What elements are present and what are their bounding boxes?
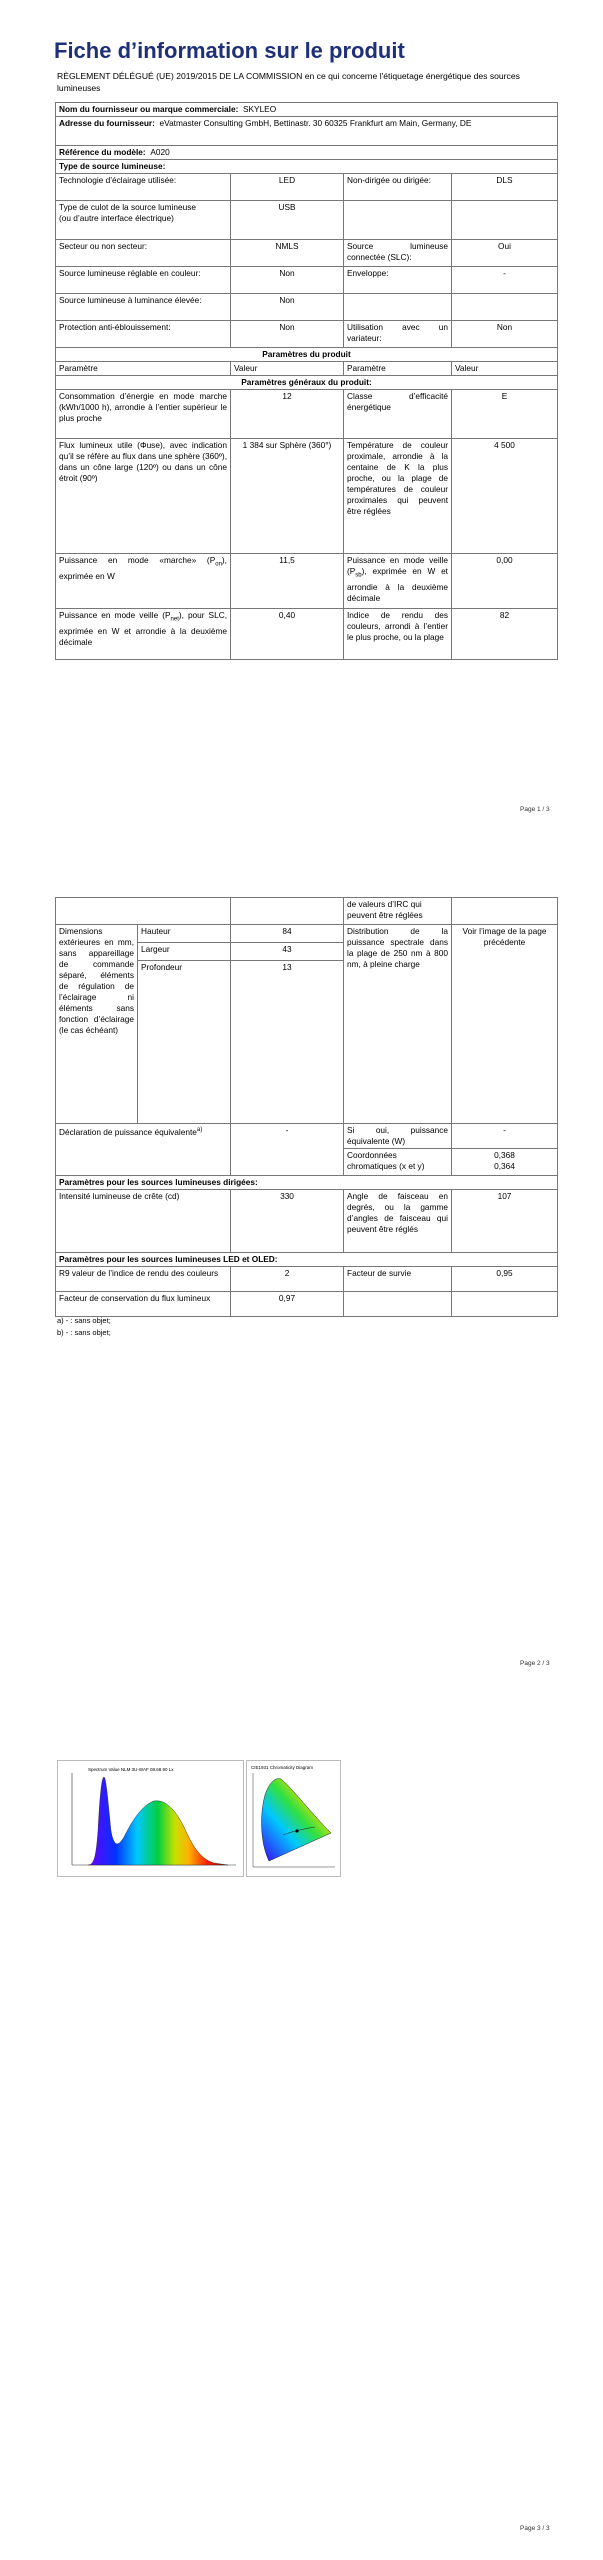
source-type-heading: Type de source lumineuse:	[56, 160, 558, 174]
power-row	[56, 554, 558, 609]
class-label: Classe d’efficacité énergétique	[344, 390, 452, 439]
led-heading-row	[56, 1253, 558, 1267]
nondir-value: DLS	[452, 174, 558, 201]
lumfactor-label: Facteur de conservation du flux lumineux	[56, 1292, 231, 1317]
cap-label-2: (ou d’autre interface électrique)	[59, 213, 174, 223]
model-row	[56, 146, 558, 160]
r9-value: 2	[231, 1267, 344, 1292]
column-header-row	[56, 362, 558, 376]
cap-value: USB	[231, 201, 344, 240]
dim-value-depth: 13	[231, 961, 344, 1124]
params-heading: Paramètres du produit	[56, 348, 558, 362]
cie-gamut	[262, 1779, 331, 1861]
peak-label: Intensité lumineuse de crête (cd)	[56, 1190, 231, 1253]
mains-row	[56, 240, 558, 267]
cie-chart	[246, 1760, 341, 1877]
cri-continued-row	[56, 898, 558, 925]
col-param-2: Paramètre	[344, 362, 452, 376]
address-value: eVatmaster Consulting GmbH, Bettinastr. 30 60325 Frankfurt am Main, Germany, DE	[159, 118, 472, 128]
spectrum-title: Spectrum Value NLM 3U-WAF 08.68.90 Lx	[88, 1767, 174, 1772]
spectrum-svg	[58, 1761, 243, 1876]
dim-label-height: Hauteur	[138, 925, 231, 943]
highlum-row	[56, 294, 558, 321]
address-row	[56, 117, 558, 146]
envelope-value: -	[452, 267, 558, 294]
supplier-label: Nom du fournisseur ou marque commerciale:	[59, 104, 239, 114]
regulation-text: RÈGLEMENT DÉLÉGUÉ (UE) 2019/2015 DE LA COMMISSION en ce qui concerne l'étiquetage énergétique des sources lumineuses	[57, 71, 520, 93]
energy-value: 12	[231, 390, 344, 439]
spd-value: Voir l’image de la page précédente	[452, 925, 558, 1124]
dimmer-value: Non	[452, 321, 558, 348]
spd-label: Distribution de la puissance spectrale dans la plage de 250 nm à 800 nm, à pleine charge	[344, 925, 452, 1124]
tech-label: Technologie d’éclairage utilisée:	[56, 174, 231, 201]
chromaticity-point	[295, 1829, 298, 1832]
dims-row-1	[56, 925, 558, 943]
equiv-label: Déclaration de puissance équivalente$^{a)}$	[56, 1124, 231, 1176]
cap-row	[56, 201, 558, 240]
cie-title: CIE1931 Chromaticity Diagram	[251, 1765, 314, 1770]
beam-label: Angle de faisceau en degrés, ou la gamme d’angles de faisceau qui peuvent être réglés	[344, 1190, 452, 1253]
equiv-value: -	[231, 1124, 344, 1176]
technology-row	[56, 174, 558, 201]
footnote-b: b) - : sans objet;	[57, 1328, 111, 1337]
tech-value: LED	[231, 174, 344, 201]
flux-label: Flux lumineux utile (Φuse), avec indication qu’il se réfère au flux dans une sphère (360º), dans un cône large (120º) ou dans un cône étroit (90º)	[56, 439, 231, 554]
cri-label-continued: de valeurs d’IRC qui peuvent être réglées	[344, 898, 452, 925]
address-label: Adresse du fournisseur:	[59, 118, 155, 128]
dim-label-width: Largeur	[138, 943, 231, 961]
glare-value: Non	[231, 321, 344, 348]
page-3	[0, 1690, 603, 2560]
cap-label: Type de culot de la source lumineuse	[59, 202, 196, 212]
standby-label: Puissance en mode veille $(P_{sb})$, exprimée en W et arrondie à la deuxième décimale	[344, 554, 452, 609]
class-value: E	[452, 390, 558, 439]
peak-row	[56, 1190, 558, 1253]
tunable-label: Source lumineuse réglable en couleur:	[56, 267, 231, 294]
beam-value: 107	[452, 1190, 558, 1253]
dims-label: Dimensions extérieures en mm, sans appareillage de commande séparé, éléments de régulation de l’éclairage ni éléments sans fonction d’éclairage (le cas échéant)	[56, 925, 138, 1124]
chroma-label: Coordonnées chromatiques (x et y)	[344, 1149, 452, 1176]
source-type-heading-row	[56, 160, 558, 174]
col-param-1: Paramètre	[56, 362, 231, 376]
col-value-2: Valeur	[452, 362, 558, 376]
onpower-value: 11,5	[231, 554, 344, 609]
model-value: A020	[150, 147, 170, 157]
onpower-label: Puissance en mode «marche» $(P_{on})$, exprimée en W	[56, 554, 231, 609]
spectrum-curve	[88, 1777, 228, 1865]
tunable-value: Non	[231, 267, 344, 294]
r9-label: R9 valeur de l’indice de rendu des couleurs	[56, 1267, 231, 1292]
connected-value: Oui	[452, 240, 558, 267]
led-heading: Paramètres pour les sources lumineuses LED et OLED:	[56, 1253, 558, 1267]
page-2	[0, 845, 603, 1690]
dim-value-width: 43	[231, 943, 344, 961]
supplier-row	[56, 103, 558, 117]
general-heading-row	[56, 376, 558, 390]
glare-label: Protection anti-éblouissement:	[56, 321, 231, 348]
glare-row	[56, 321, 558, 348]
energy-label: Consommation d’énergie en mode marche (kWh/1000 h), arrondie à l’entier supérieur le plus proche	[56, 390, 231, 439]
connected-label: Source lumineuse connectée (SLC):	[344, 240, 452, 267]
dim-label-depth: Profondeur	[138, 961, 231, 1124]
netstandby-value: 0,40	[231, 609, 344, 660]
chroma-y: 0,364	[494, 1161, 515, 1171]
survival-value: 0,95	[452, 1267, 558, 1292]
cri-value: 82	[452, 609, 558, 660]
footnote-a: a) - : sans objet;	[57, 1316, 111, 1325]
page-number-1: Page 1 / 3	[520, 806, 550, 813]
nondir-label: Non-dirigée ou dirigée:	[344, 174, 452, 201]
highlum-label: Source lumineuse à luminance élevée:	[56, 294, 231, 321]
footnotes	[57, 1315, 111, 1339]
page-title: Fiche d’information sur le produit	[54, 38, 405, 63]
lumfactor-row	[56, 1292, 558, 1317]
directed-heading-row	[56, 1176, 558, 1190]
supplier-value: SKYLEO	[242, 104, 277, 114]
lumfactor-value: 0,97	[231, 1292, 344, 1317]
params-heading-row	[56, 348, 558, 362]
cct-value: 4 500	[452, 439, 558, 554]
r9-row	[56, 1267, 558, 1292]
netstandby-row	[56, 609, 558, 660]
standby-value: 0,00	[452, 554, 558, 609]
peak-value: 330	[231, 1190, 344, 1253]
equivw-label: Si oui, puissance équivalente (W)	[344, 1124, 452, 1149]
page-number-2: Page 2 / 3	[520, 1660, 550, 1667]
model-label: Référence du modèle:	[59, 147, 146, 157]
tunable-row	[56, 267, 558, 294]
mains-label: Secteur ou non secteur:	[56, 240, 231, 267]
cri-label: Indice de rendu des couleurs, arrondi à l’entier le plus proche, ou la plage	[344, 609, 452, 660]
directed-heading: Paramètres pour les sources lumineuses dirigées:	[56, 1176, 558, 1190]
general-heading: Paramètres généraux du produit:	[56, 376, 558, 390]
col-value-1: Valeur	[231, 362, 344, 376]
chroma-x: 0,368	[494, 1150, 515, 1160]
spectrum-chart	[57, 1760, 244, 1877]
dim-value-height: 84	[231, 925, 344, 943]
product-info-table	[55, 102, 558, 660]
page-1	[0, 0, 603, 845]
mains-value: NMLS	[231, 240, 344, 267]
survival-label: Facteur de survie	[344, 1267, 452, 1292]
equivw-value: -	[452, 1124, 558, 1149]
flux-value: 1 384 sur Sphère (360°)	[231, 439, 344, 554]
energy-row	[56, 390, 558, 439]
envelope-label: Enveloppe:	[344, 267, 452, 294]
flux-row	[56, 439, 558, 554]
cct-label: Température de couleur proximale, arrondie à la centaine de K la plus proche, ou la plage de températures de couleur proximales qui peuvent être réglées	[344, 439, 452, 554]
page-number-3: Page 3 / 3	[520, 2525, 550, 2532]
cie-svg	[247, 1761, 340, 1876]
product-info-table-continued	[55, 897, 558, 1317]
highlum-value: Non	[231, 294, 344, 321]
equiv-row	[56, 1124, 558, 1149]
dimmer-label: Utilisation avec un variateur:	[344, 321, 452, 348]
netstandby-label: Puissance en mode veille $(P_{net})$, pour SLC, exprimée en W et arrondie à la deuxième décimale	[56, 609, 231, 660]
